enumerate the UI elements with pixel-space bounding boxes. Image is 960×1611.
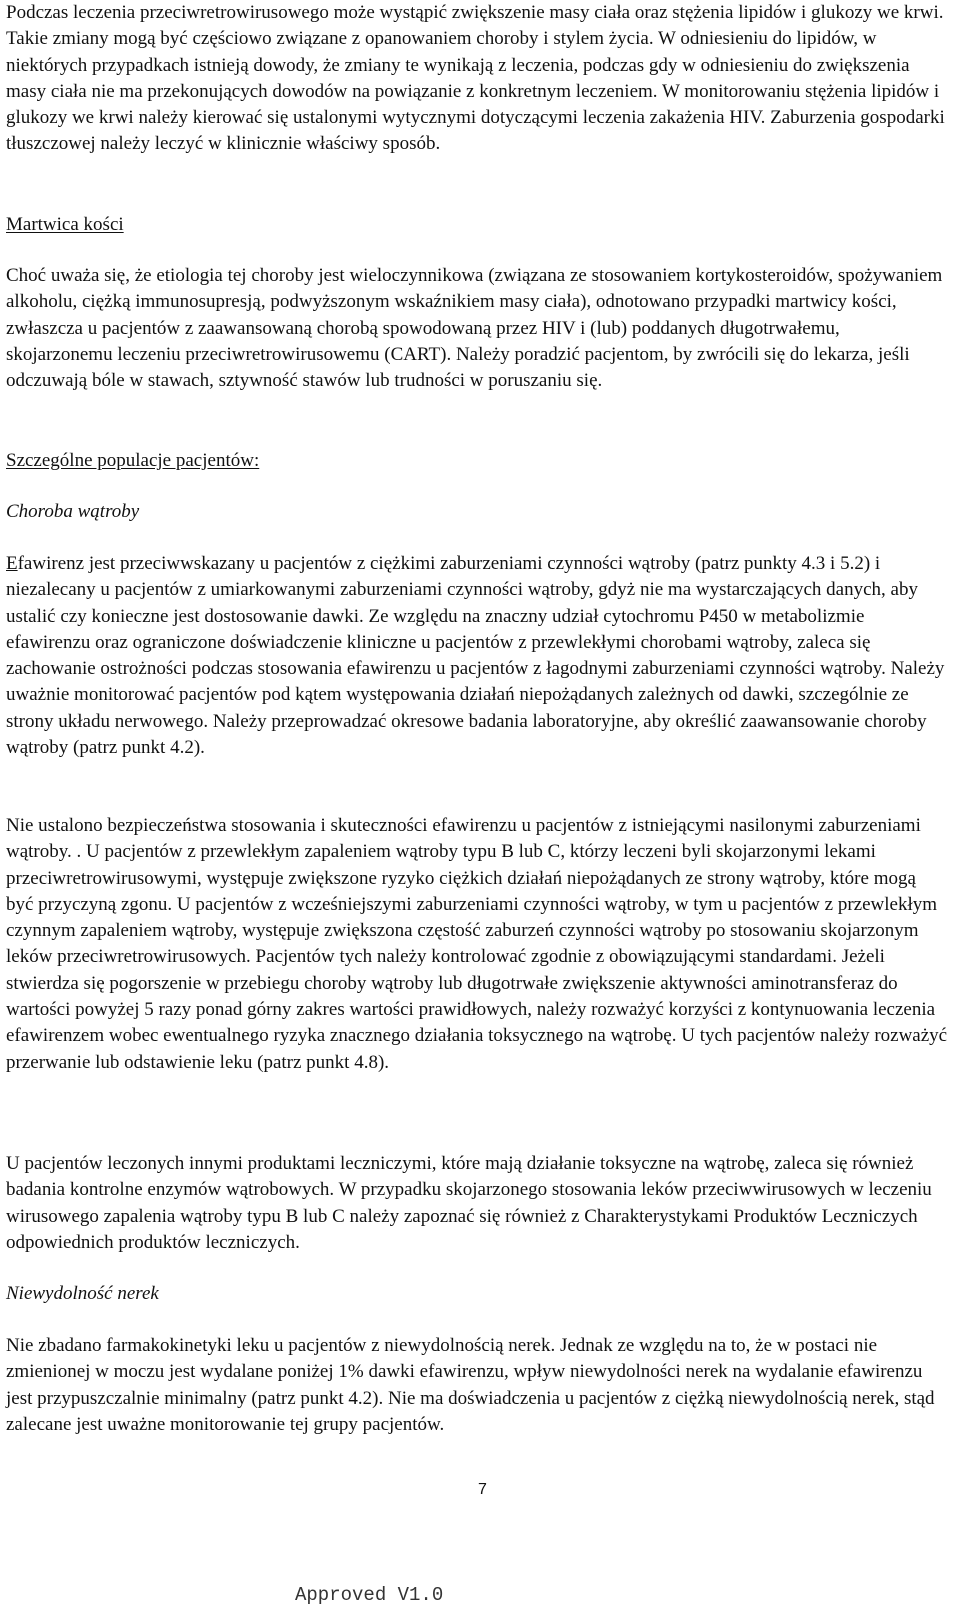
page-number: 7 [478, 1481, 487, 1498]
paragraph-watroba-bezpieczenstwo: Nie ustalono bezpieczeństwa stosowania i skuteczności efawirenzu u pacjentów z istniejącymi nasilonymi zaburzeniami wątroby. . U pacjentów z przewlekłym zapaleniem wątroby typu B lub C, którzy leczeni byli skojarzonymi lekami przeciwretrowirusowymi, występuje zwiększone ryzyko ciężkich działań niepożądanych ze strony wątroby, które mogą być przyczyną zgonu. U pacjentów z wcześniejszymi zaburzeniami czynności wątroby, w tym u pacjentów z przewlekłym czynnym zapaleniem wątroby, występuje zwiększona częstość zaburzeń czynności wątroby po stosowaniu skojarzonym leków przeciwretrowirusowych. Pacjentów tych należy kontrolować zgodnie z obowiązującymi standardami. Jeżeli stwierdza się pogorszenie w przebiegu choroby wątroby lub długotrwałe zwiększenie aktywności aminotransferaz do wartości powyżej 5 razy ponad górny zakres wartości prawidłowych, należy rozważyć korzyści z kontynuowania leczenia efawirenzem wobec ewentualnego ryzyka znacznego działania toksycznego na wątrobę. U tych pacjentów należy rozważyć przerwanie lub odstawienie leku (patrz punkt 4.8). [6, 815, 948, 1073]
paragraph-watroba-przeciwwskazania: Efawirenz jest przeciwwskazany u pacjentów z ciężkimi zaburzeniami czynności wątroby (patrz punkty 4.3 i 5.2) i niezalecany u pacjentów z umiarkowanymi zaburzeniami czynności wątroby, gdyż nie ma wystarczających danych, aby ustalić czy konieczne jest dostosowanie dawki. Ze względu na znaczny udział cytochromu P450 w metabolizmie efawirenzu oraz ograniczone doświadczenie kliniczne u pacjentów z przewlekłymi chorobami wątroby, zaleca się zachowanie ostrożności podczas stosowania efawirenzu u pacjentów z łagodnymi zaburzeniami czynności wątroby. Należy uważnie monitorować pacjentów pod kątem występowania działań niepożądanych zależnych od dawki, szczególnie ze strony układu nerwowego. Należy przeprowadzać okresowe badania laboratoryjne, aby określić zaawansowanie choroby wątroby (patrz punkt 4.2). [6, 553, 945, 759]
heading-choroba-watroby: Choroba wątroby [6, 501, 140, 522]
heading-martwica-kosci: Martwica kości [6, 214, 124, 235]
paragraph-nerki: Nie zbadano farmakokinetyki leku u pacjentów z niewydolnością nerek. Jednak ze względu na to, że w postaci nie zmienionej w moczu jest wydalane poniżej 1% dawki efawirenzu, wpływ niewydolności nerek na wydalanie efawirenzu jest przypuszczalnie minimalny (patrz punkt 4.2). Nie ma doświadczenia u pacjentów z ciężką niewydolnością nerek, stąd zalecane jest uważne monitorowanie tej grupy pacjentów. [6, 1335, 935, 1435]
heading-niewydolnosc-nerek: Niewydolność nerek [6, 1283, 159, 1304]
paragraph-martwica: Choć uważa się, że etiologia tej choroby jest wieloczynnikowa (związana ze stosowaniem kortykosteroidów, spożywaniem alkoholu, ciężką immunosupresją, podwyższonym wskaźnikiem masy ciała), odnotowano przypadki martwicy kości, zwłaszcza u pacjentów z zaawansowaną chorobą spowodowaną przez HIV i (lub) poddanych długotrwałemu, skojarzonemu leczeniu przeciwretrowirusowemu (CART). Należy poradzić pacjentom, by zwrócili się do lekarza, jeśli odczuwają bóle w stawach, sztywność stawów lub trudności w poruszaniu się. [6, 265, 943, 392]
approval-stamp: Approved V1.0 [295, 1584, 444, 1606]
paragraph-enzymy-watrobowe: U pacjentów leczonych innymi produktami leczniczymi, które mają działanie toksyczne na wątrobę, zaleca się również badania kontrolne enzymów wątrobowych. W przypadku skojarzonego stosowania leków przeciwwirusowych w leczeniu wirusowego zapalenia wątroby typu B lub C należy zapoznać się również z Charakterystykami Produktów Leczniczych odpowiednich produktów leczniczych. [6, 1153, 932, 1253]
heading-szczegolne-populacje: Szczególne populacje pacjentów: [6, 450, 260, 471]
paragraph-lipids: Podczas leczenia przeciwretrowirusowego może wystąpić zwiększenie masy ciała oraz stężenia lipidów i glukozy we krwi. Takie zmiany mogą być częściowo związane z opanowaniem choroby i stylem życia. W odniesieniu do lipidów, w niektórych przypadkach istnieją dowody, że zmiany te wynikają z leczenia, podczas gdy w odniesieniu do zwiększenia masy ciała nie ma przekonujących dowodów na powiązanie z konkretnym leczeniem. W monitorowaniu stężenia lipidów i glukozy we krwi należy kierować się ustalonymi wytycznymi dotyczącymi leczenia zakażenia HIV. Zaburzenia gospodarki tłuszczowej należy leczyć w klinicznie właściwy sposób. [6, 2, 945, 155]
